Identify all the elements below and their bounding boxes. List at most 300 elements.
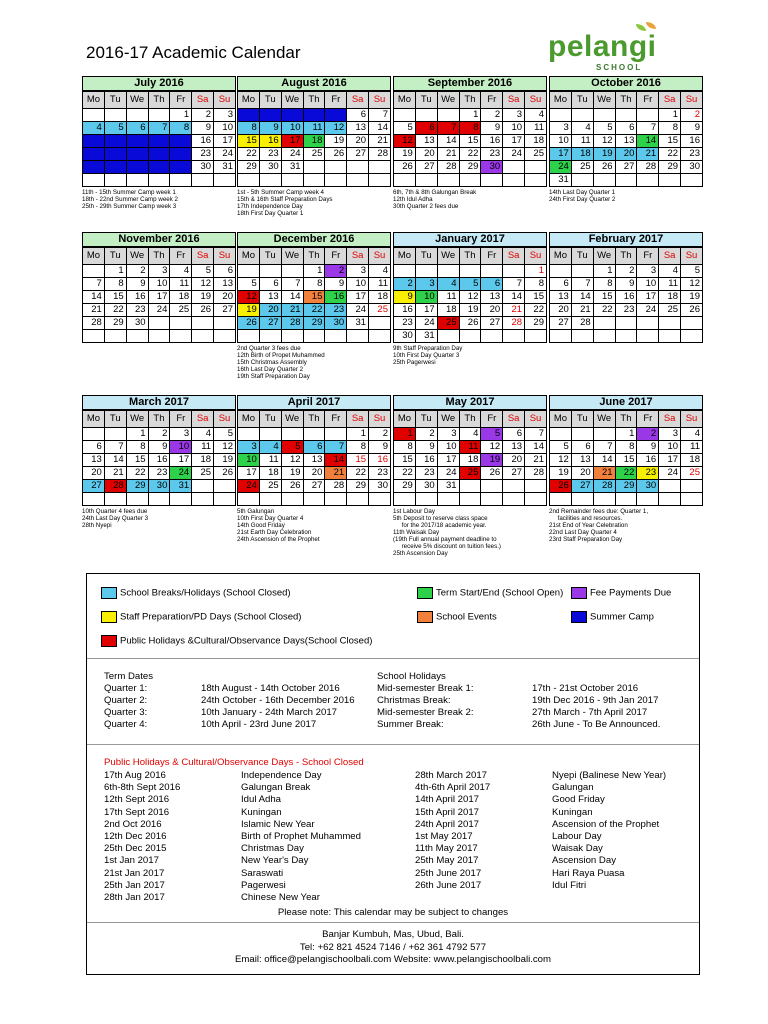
- weekday-header: Sa: [192, 248, 214, 265]
- empty-cell: [615, 174, 637, 187]
- empty-cell: [170, 174, 192, 187]
- month-calendar: [549, 395, 703, 543]
- weekday-header: Su: [681, 92, 703, 109]
- empty-cell: [126, 109, 148, 122]
- row-value: 10th April - 23rd June 2017: [201, 719, 317, 730]
- holiday-date: 25th May 2017: [415, 855, 479, 867]
- weekday-header: Mo: [394, 248, 416, 265]
- empty-cell: [637, 493, 659, 506]
- holiday-name: Christmas Day: [241, 843, 304, 855]
- day-cell: 10: [170, 441, 192, 454]
- day-cell: 29: [170, 161, 192, 174]
- month-title: February 2017: [549, 232, 703, 247]
- day-cell: 27: [503, 467, 525, 480]
- holiday-date: 17th Sept 2016: [104, 806, 170, 818]
- weekday-header: Mo: [238, 92, 260, 109]
- day-cell: 26: [394, 161, 416, 174]
- weekday-header: Su: [525, 92, 547, 109]
- empty-cell: [369, 174, 391, 187]
- day-cell: 31: [214, 161, 236, 174]
- empty-cell: [459, 265, 481, 278]
- holiday-date: 4th-6th April 2017: [415, 782, 491, 794]
- day-cell: 26: [192, 304, 214, 317]
- empty-cell: [214, 493, 236, 506]
- day-cell: 25: [369, 304, 391, 317]
- weekday-header: We: [126, 411, 148, 428]
- day-cell: 2: [259, 109, 281, 122]
- day-cell: 12: [681, 278, 703, 291]
- day-cell: 18: [437, 304, 459, 317]
- day-cell: 15: [394, 454, 416, 467]
- empty-cell: [83, 174, 105, 187]
- day-cell: 8: [303, 278, 325, 291]
- weekday-header: Th: [459, 411, 481, 428]
- empty-cell: [415, 109, 437, 122]
- empty-cell: [481, 265, 503, 278]
- day-cell: 20: [126, 148, 148, 161]
- day-cell: 14: [503, 291, 525, 304]
- day-cell: 17: [437, 454, 459, 467]
- empty-cell: [259, 330, 281, 343]
- day-cell: 7: [571, 278, 593, 291]
- weekday-header: Sa: [503, 248, 525, 265]
- weekday-header: Su: [681, 411, 703, 428]
- day-cell: 19: [593, 148, 615, 161]
- empty-cell: [459, 330, 481, 343]
- weekday-header: Tu: [415, 411, 437, 428]
- day-cell: 5: [104, 122, 126, 135]
- day-cell: 1: [126, 428, 148, 441]
- weekday-header: Fr: [170, 248, 192, 265]
- holiday-name: Idul Fitri: [552, 879, 587, 891]
- day-cell: 26: [550, 480, 572, 493]
- holiday-date: 17th Aug 2016: [104, 770, 166, 781]
- month-grid: [237, 410, 391, 506]
- month-note: 18th - 22nd Summer Camp week 2: [82, 196, 178, 203]
- day-cell: 10: [281, 122, 303, 135]
- day-cell: 16: [681, 135, 703, 148]
- day-cell: 22: [126, 467, 148, 480]
- day-cell: 27: [83, 480, 105, 493]
- day-cell: 27: [550, 317, 572, 330]
- holiday-name: Waisak Day: [552, 843, 603, 855]
- day-cell: 16: [481, 135, 503, 148]
- day-cell: 9: [681, 122, 703, 135]
- day-cell: 22: [459, 148, 481, 161]
- day-cell: 27: [481, 317, 503, 330]
- legend-swatch: [101, 611, 117, 623]
- day-cell: 1: [347, 428, 369, 441]
- weekday-header: Su: [214, 411, 236, 428]
- day-cell: 3: [415, 278, 437, 291]
- day-cell: 24: [170, 467, 192, 480]
- month-note: 14th Good Friday: [237, 522, 285, 529]
- empty-cell: [503, 480, 525, 493]
- empty-cell: [615, 317, 637, 330]
- empty-cell: [637, 330, 659, 343]
- month-grid: [393, 247, 547, 343]
- legend-label: School Events: [436, 611, 497, 623]
- weekday-header: Fr: [325, 92, 347, 109]
- day-cell: 26: [459, 317, 481, 330]
- day-cell: 12: [192, 278, 214, 291]
- day-cell: 6: [615, 122, 637, 135]
- day-cell: 14: [369, 122, 391, 135]
- day-cell: 11: [681, 441, 703, 454]
- day-cell: 2: [481, 109, 503, 122]
- holiday-name: Hari Raya Puasa: [552, 867, 625, 879]
- day-cell: 20: [259, 304, 281, 317]
- weekday-header: Sa: [503, 92, 525, 109]
- empty-cell: [259, 428, 281, 441]
- month-note: 12th Birth of Propet Muhammed: [237, 352, 325, 359]
- day-cell: 8: [104, 278, 126, 291]
- day-cell: 16: [325, 291, 347, 304]
- month-calendar: [549, 232, 703, 345]
- empty-cell: [550, 493, 572, 506]
- day-cell: 2: [637, 428, 659, 441]
- weekday-header: Th: [459, 92, 481, 109]
- weekday-header: Sa: [347, 248, 369, 265]
- day-cell: 30: [259, 161, 281, 174]
- day-cell: 2: [148, 428, 170, 441]
- row-value: 17th - 21st October 2016: [532, 683, 639, 694]
- day-cell: 27: [415, 161, 437, 174]
- weekday-header: Sa: [347, 92, 369, 109]
- empty-cell: [238, 330, 260, 343]
- weekday-header: Th: [615, 92, 637, 109]
- month-note: 5th Deposit to reserve class space: [393, 515, 488, 522]
- day-cell: 2: [394, 278, 416, 291]
- weekday-header: Fr: [637, 92, 659, 109]
- day-cell: 5: [394, 122, 416, 135]
- day-cell: 9: [394, 291, 416, 304]
- empty-cell: [571, 109, 593, 122]
- day-cell: 25: [437, 317, 459, 330]
- empty-cell: [214, 174, 236, 187]
- month-notes: [393, 508, 547, 557]
- empty-cell: [481, 480, 503, 493]
- month-note: for the 2017/18 academic year.: [393, 522, 487, 529]
- day-cell: 13: [347, 122, 369, 135]
- empty-cell: [681, 480, 703, 493]
- empty-cell: [259, 174, 281, 187]
- day-cell: 15: [593, 291, 615, 304]
- day-cell: 2: [369, 428, 391, 441]
- holiday-name: Idul Adha: [241, 794, 282, 806]
- weekday-header: We: [437, 92, 459, 109]
- school-phone: Tel: +62 821 4524 7146 / +62 361 4792 577: [299, 942, 487, 953]
- day-cell: 14: [637, 135, 659, 148]
- day-cell: 2: [615, 265, 637, 278]
- day-cell: 1: [593, 265, 615, 278]
- day-cell: 15: [615, 454, 637, 467]
- day-cell: 18: [459, 454, 481, 467]
- weekday-header: Tu: [571, 411, 593, 428]
- day-cell: 26: [238, 317, 260, 330]
- empty-cell: [192, 493, 214, 506]
- day-cell: 19: [550, 467, 572, 480]
- holiday-name: Kuningan: [241, 806, 282, 818]
- day-cell: 5: [214, 428, 236, 441]
- holiday-date: 15th April 2017: [415, 806, 480, 818]
- empty-cell: [83, 265, 105, 278]
- day-cell: 6: [126, 122, 148, 135]
- holiday-name: Good Friday: [552, 794, 605, 806]
- day-cell: 26: [214, 467, 236, 480]
- empty-cell: [659, 330, 681, 343]
- holiday-date: 14th April 2017: [415, 794, 480, 806]
- day-cell: 13: [83, 454, 105, 467]
- day-cell: 7: [104, 441, 126, 454]
- empty-cell: [503, 161, 525, 174]
- legend-item: [417, 611, 497, 623]
- empty-cell: [259, 493, 281, 506]
- day-cell: 27: [126, 161, 148, 174]
- day-cell: 22: [593, 304, 615, 317]
- day-cell: 19: [281, 467, 303, 480]
- holiday-name: Labour Day: [552, 831, 602, 842]
- weekday-header: Th: [303, 411, 325, 428]
- holiday-date: 1st May 2017: [415, 831, 473, 842]
- month-grid: [549, 410, 703, 506]
- day-cell: 29: [659, 161, 681, 174]
- holiday-name: Galungan Break: [241, 782, 311, 794]
- empty-cell: [303, 174, 325, 187]
- month-note: 17th Independence Day: [237, 203, 303, 210]
- weekday-header: Tu: [104, 411, 126, 428]
- weekday-header: Su: [525, 411, 547, 428]
- leaf-icon: [646, 22, 656, 29]
- weekday-header: Th: [303, 92, 325, 109]
- month-note: 2nd Remainder fees due: Quarter 1,: [549, 508, 649, 515]
- empty-cell: [126, 174, 148, 187]
- day-cell: 6: [571, 441, 593, 454]
- day-cell: 11: [259, 454, 281, 467]
- month-calendar: [82, 395, 236, 529]
- day-cell: 15: [126, 454, 148, 467]
- empty-cell: [525, 480, 547, 493]
- empty-cell: [192, 330, 214, 343]
- month-title: June 2017: [549, 395, 703, 410]
- month-note: 21st End of Year Celebration: [549, 522, 628, 529]
- day-cell: 23: [126, 304, 148, 317]
- day-cell: 6: [503, 428, 525, 441]
- legend-item: [571, 611, 654, 623]
- month-grid: [237, 247, 391, 343]
- day-cell: 5: [481, 428, 503, 441]
- day-cell: 11: [459, 441, 481, 454]
- month-grid: [82, 410, 236, 506]
- weekday-header: Sa: [659, 248, 681, 265]
- empty-cell: [459, 174, 481, 187]
- day-cell: 27: [571, 480, 593, 493]
- empty-cell: [659, 493, 681, 506]
- empty-cell: [148, 493, 170, 506]
- day-cell: 5: [681, 265, 703, 278]
- day-cell: 28: [369, 148, 391, 161]
- day-cell: 29: [126, 480, 148, 493]
- day-cell: 7: [325, 441, 347, 454]
- day-cell: 15: [459, 135, 481, 148]
- month-note: 25th Pagerwesi: [393, 359, 436, 366]
- weekday-header: Th: [148, 248, 170, 265]
- empty-cell: [550, 330, 572, 343]
- empty-cell: [459, 493, 481, 506]
- day-cell: 19: [238, 304, 260, 317]
- day-cell: 14: [571, 291, 593, 304]
- empty-cell: [481, 174, 503, 187]
- empty-cell: [550, 428, 572, 441]
- day-cell: 31: [415, 330, 437, 343]
- month-note: 25th - 29th Summer Camp week 3: [82, 203, 177, 210]
- empty-cell: [303, 493, 325, 506]
- day-cell: 19: [214, 454, 236, 467]
- day-cell: 20: [571, 467, 593, 480]
- legend-swatch: [101, 587, 117, 599]
- day-cell: 15: [104, 291, 126, 304]
- day-cell: 17: [281, 135, 303, 148]
- weekday-header: We: [593, 248, 615, 265]
- day-cell: 13: [303, 454, 325, 467]
- day-cell: 5: [459, 278, 481, 291]
- day-cell: 2: [325, 265, 347, 278]
- day-cell: 1: [170, 109, 192, 122]
- month-note: 15th Christmas Assembly: [237, 359, 307, 366]
- day-cell: 9: [126, 278, 148, 291]
- day-cell: 13: [415, 135, 437, 148]
- day-cell: 15: [170, 135, 192, 148]
- day-cell: 21: [503, 304, 525, 317]
- weekday-header: Su: [214, 248, 236, 265]
- day-cell: 16: [192, 135, 214, 148]
- holiday-date: 12th Sept 2016: [104, 794, 170, 806]
- weekday-header: Mo: [83, 248, 105, 265]
- empty-cell: [214, 330, 236, 343]
- empty-cell: [281, 174, 303, 187]
- day-cell: 19: [459, 304, 481, 317]
- day-cell: 17: [170, 454, 192, 467]
- day-cell: 29: [303, 317, 325, 330]
- empty-cell: [525, 174, 547, 187]
- day-cell: 24: [415, 317, 437, 330]
- empty-cell: [593, 174, 615, 187]
- row-label: Quarter 3:: [104, 707, 148, 718]
- empty-cell: [571, 265, 593, 278]
- month-calendar: [82, 76, 236, 210]
- weekday-header: Sa: [347, 411, 369, 428]
- day-cell: 7: [437, 122, 459, 135]
- day-cell: 26: [593, 161, 615, 174]
- day-cell: 12: [281, 454, 303, 467]
- day-cell: 14: [83, 291, 105, 304]
- day-cell: 12: [481, 441, 503, 454]
- legend-swatch: [101, 635, 117, 647]
- empty-cell: [503, 265, 525, 278]
- day-cell: 11: [303, 122, 325, 135]
- day-cell: 5: [550, 441, 572, 454]
- month-calendar: [549, 76, 703, 203]
- day-cell: 9: [148, 441, 170, 454]
- weekday-header: Mo: [550, 248, 572, 265]
- month-note: 18th First Day Quarter 1: [237, 210, 304, 217]
- day-cell: 17: [415, 304, 437, 317]
- day-cell: 10: [503, 122, 525, 135]
- day-cell: 11: [83, 135, 105, 148]
- day-cell: 1: [238, 109, 260, 122]
- day-cell: 17: [637, 291, 659, 304]
- day-cell: 8: [126, 441, 148, 454]
- empty-cell: [637, 317, 659, 330]
- legend-label: Staff Preparation/PD Days (School Closed): [120, 611, 302, 623]
- weekday-header: Sa: [192, 411, 214, 428]
- weekday-header: Sa: [659, 411, 681, 428]
- holiday-date: 28th March 2017: [415, 770, 487, 781]
- legend-item: [417, 587, 563, 599]
- page-title: 2016-17 Academic Calendar: [86, 43, 301, 62]
- month-note: 23rd Staff Preparation Day: [549, 536, 623, 543]
- day-cell: 29: [459, 161, 481, 174]
- day-cell: 3: [550, 122, 572, 135]
- day-cell: 21: [83, 304, 105, 317]
- day-cell: 23: [325, 304, 347, 317]
- day-cell: 26: [325, 148, 347, 161]
- day-cell: 17: [659, 454, 681, 467]
- day-cell: 3: [170, 428, 192, 441]
- day-cell: 7: [281, 278, 303, 291]
- month-notes: [237, 508, 391, 543]
- legend-label: Fee Payments Due: [590, 587, 672, 599]
- weekday-header: Th: [148, 92, 170, 109]
- day-cell: 20: [550, 304, 572, 317]
- day-cell: 18: [369, 291, 391, 304]
- legend-item: [101, 611, 301, 623]
- empty-cell: [659, 480, 681, 493]
- day-cell: 31: [437, 480, 459, 493]
- day-cell: 20: [415, 148, 437, 161]
- day-cell: 25: [83, 161, 105, 174]
- day-cell: 9: [259, 122, 281, 135]
- legend-swatch: [417, 611, 433, 623]
- empty-cell: [615, 109, 637, 122]
- day-cell: 19: [681, 291, 703, 304]
- day-cell: 17: [503, 135, 525, 148]
- day-cell: 4: [571, 122, 593, 135]
- weekday-header: Fr: [637, 248, 659, 265]
- holiday-date: 26th June 2017: [415, 879, 482, 891]
- month-note: facilities and resources.: [549, 515, 623, 522]
- term-dates-heading: Term Dates: [104, 671, 154, 682]
- day-cell: 4: [681, 428, 703, 441]
- month-grid: [549, 247, 703, 343]
- day-cell: 11: [170, 278, 192, 291]
- day-cell: 22: [525, 304, 547, 317]
- day-cell: 13: [481, 291, 503, 304]
- day-cell: 10: [238, 454, 260, 467]
- day-cell: 7: [503, 278, 525, 291]
- day-cell: 5: [192, 265, 214, 278]
- month-notes: [82, 508, 236, 529]
- day-cell: 8: [615, 441, 637, 454]
- day-cell: 4: [659, 265, 681, 278]
- month-note: 21st Earth Day Celebration: [237, 529, 312, 536]
- weekday-header: Fr: [481, 248, 503, 265]
- day-cell: 1: [525, 265, 547, 278]
- day-cell: 15: [303, 291, 325, 304]
- empty-cell: [126, 493, 148, 506]
- day-cell: 28: [525, 467, 547, 480]
- day-cell: 24: [347, 304, 369, 317]
